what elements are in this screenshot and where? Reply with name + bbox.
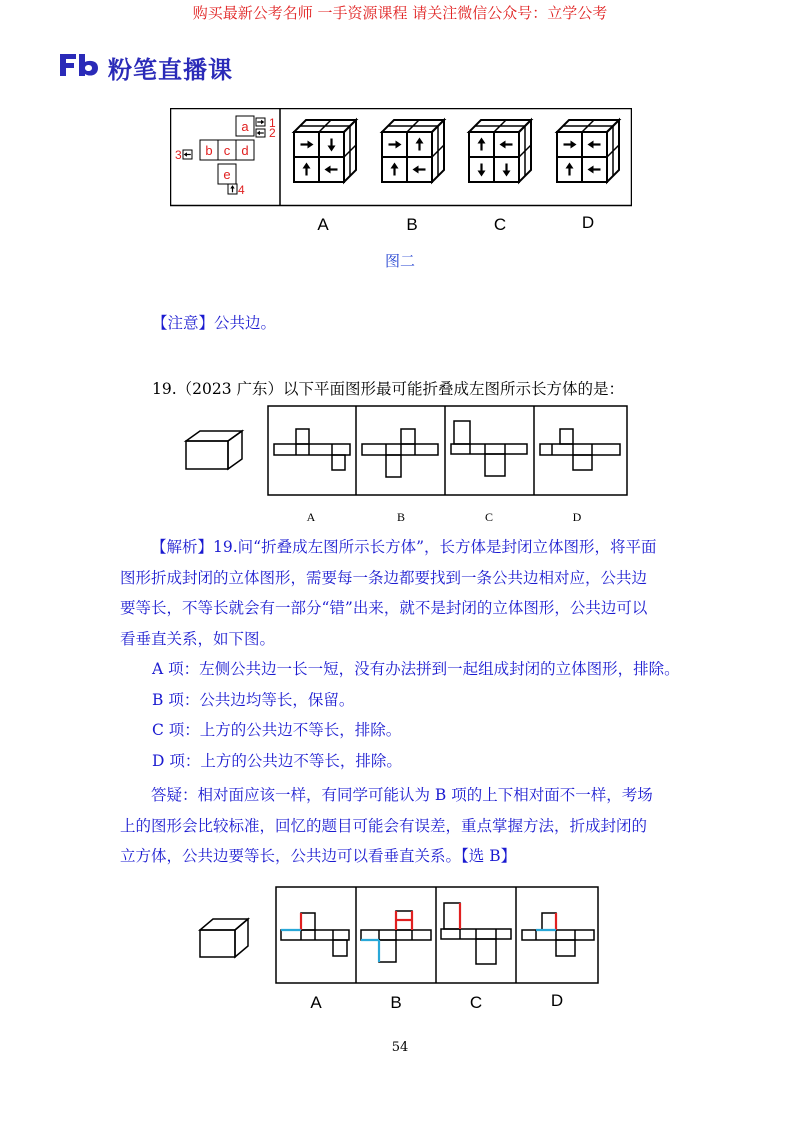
net-marker-4: 4	[238, 183, 245, 197]
arrow-left-icon	[325, 166, 338, 174]
fig2-option-c: C	[493, 215, 507, 234]
answer-choice: 【选 B】	[461, 847, 517, 865]
page-number: 54	[391, 1040, 409, 1055]
box-3d-shape	[186, 431, 242, 469]
cube-option	[382, 120, 444, 182]
question-text: 19.（2023 广东）以下平面图形最可能折叠成左图所示长方体的是：	[152, 380, 625, 398]
net-marker-3: 3	[175, 148, 182, 162]
top-banner: 购买最新公考名师 一手资源课程 请关注微信公众号：立学公考	[192, 4, 608, 22]
q-option-a: A	[306, 510, 316, 524]
fig2-option-b: B	[406, 215, 418, 234]
net-marker-1: 1	[269, 116, 276, 130]
analysis-option-c: C 项：上方的公共边不等长，排除。	[152, 721, 402, 739]
logo-brand-text: 粉笔直播课	[108, 56, 233, 84]
arrow-left-icon	[257, 131, 264, 135]
cube-option	[469, 120, 531, 182]
cube-options	[184, 120, 619, 193]
arrow-up-icon	[416, 138, 424, 151]
arrow-down-icon	[478, 164, 486, 177]
arrow-right-icon	[257, 120, 264, 124]
fig3-option-b: B	[390, 993, 402, 1012]
fig3-option-c: C	[469, 993, 483, 1012]
arrow-right-icon	[301, 141, 314, 149]
arrow-up-icon	[566, 163, 574, 176]
q-option-b: B	[396, 510, 406, 524]
analysis-option-a: A 项：左侧公共边一长一短，没有办法拼到一起组成封闭的立体图形，排除。	[152, 660, 680, 678]
arrow-left-icon	[184, 152, 191, 156]
arrow-left-icon	[588, 141, 601, 149]
fig2-option-a: A	[317, 215, 329, 234]
net-face-a: a	[241, 119, 249, 134]
analysis-option-b: B 项：公共边均等长，保留。	[152, 691, 355, 709]
arrow-left-icon	[413, 166, 426, 174]
answer-text: 答疑：相对面应该一样，有同学可能认为 B 项的上下相对面不一样，考场上的图形会比较标准，回忆的题目可能会有误差，重点掌握方法，折成封闭的立方体，公共边要等长，公共边可以看垂直关系。	[120, 786, 653, 865]
figure-2	[170, 108, 632, 238]
arrow-right-icon	[389, 141, 402, 149]
arrow-up-icon	[478, 138, 486, 151]
arrow-down-icon	[328, 139, 336, 152]
cube-net	[175, 116, 276, 197]
note-label: 【注意】	[152, 314, 215, 332]
q-option-c: C	[484, 510, 494, 524]
net-face-e: e	[223, 167, 231, 182]
net-face-d: d	[241, 143, 249, 158]
logo	[56, 50, 246, 84]
arrow-left-icon	[500, 141, 513, 149]
q-option-d: D	[572, 510, 582, 524]
highlight-figure	[195, 884, 607, 1014]
arrow-left-icon	[588, 166, 601, 174]
net-face-b: b	[205, 143, 213, 158]
analysis-label: 【解析】	[151, 538, 214, 556]
fb-logo-icon	[56, 50, 104, 80]
figure-2-caption: 图二	[384, 252, 415, 270]
box-3d-shape-2	[200, 919, 248, 957]
analysis-text: 19.问“折叠成左图所示长方体”，长方体是封闭立体图形，将平面图形折成封闭的立体图形，需要每一条边都要找到一条公共边相对应，公共边要等长，不等长就会有一部分“错”出来，就不是封闭的立体图形，公共边可以看垂直关系，如下图。	[120, 538, 657, 648]
fig3-option-a: A	[310, 993, 322, 1012]
net-marker-2: 2	[269, 126, 276, 140]
answer-explanation	[120, 780, 660, 872]
arrow-down-icon	[503, 164, 511, 177]
analysis-body	[120, 532, 660, 654]
cube-option	[294, 120, 356, 182]
arrow-right-icon	[564, 141, 577, 149]
analysis-option-d: D 项：上方的公共边不等长，排除。	[152, 752, 402, 770]
note-text: 公共边。	[214, 314, 277, 332]
question-figure	[180, 404, 640, 526]
arrow-up-icon	[391, 163, 399, 176]
arrow-up-icon	[303, 163, 311, 176]
fig2-option-d: D	[581, 213, 595, 232]
fig3-option-d: D	[550, 991, 564, 1010]
net-face-c: c	[223, 143, 231, 158]
note	[152, 308, 692, 339]
arrow-up-icon	[230, 185, 234, 192]
cube-option	[557, 120, 619, 182]
